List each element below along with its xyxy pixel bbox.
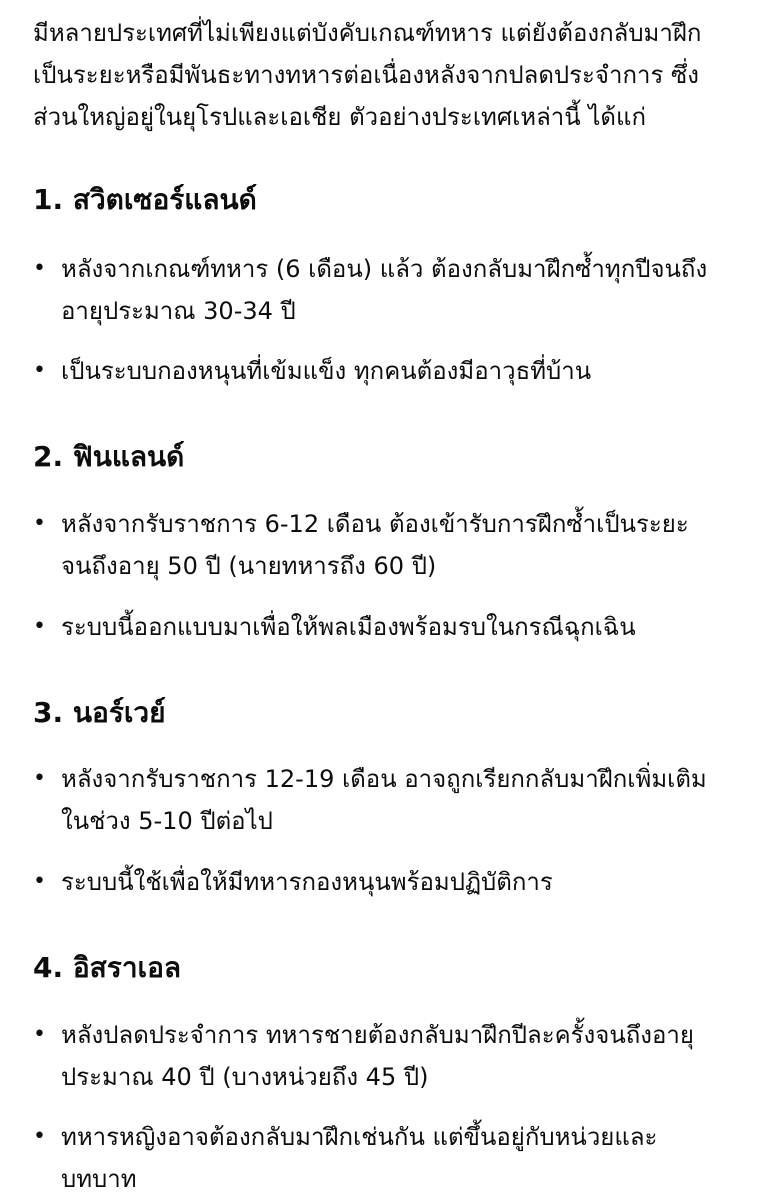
list-item-text	[61, 1014, 753, 1098]
intro-paragraph	[33, 12, 753, 138]
list-item-line: จนถึงอายุ 50 ปี (นายทหารถึง 60 ปี)	[61, 552, 437, 580]
bullet-icon: •	[33, 766, 46, 791]
list-item-text	[61, 1116, 753, 1200]
list-item	[33, 861, 753, 903]
intro-line: มีหลายประเทศที่ไม่เพียงแต่บังคับเกณฑ์ทหาร แต่ยังต้องกลับมาฝึก	[33, 19, 702, 47]
bullet-icon: •	[33, 511, 46, 536]
list-item-line: อายุประมาณ 30-34 ปี	[61, 297, 296, 325]
list-item-line: เป็นระบบกองหนุนที่เข้มแข็ง ทุกคนต้องมีอาวุธที่บ้าน	[61, 357, 592, 385]
section-heading-norway: 3. นอร์เวย์	[33, 696, 166, 729]
list-item	[33, 248, 753, 332]
list-item-line: ระบบนี้ออกแบบมาเพื่อให้พลเมืองพร้อมรบในกรณีฉุกเฉิน	[61, 613, 636, 641]
list-item-line: หลังจากรับราชการ 12-19 เดือน อาจถูกเรียกกลับมาฝึกเพิ่มเติม	[61, 765, 707, 793]
list-item-line: ในช่วง 5-10 ปีต่อไป	[61, 807, 273, 835]
list-item-line: หลังปลดประจำการ ทหารชายต้องกลับมาฝึกปีละครั้งจนถึงอายุ	[61, 1021, 694, 1049]
list-item-text	[61, 350, 753, 392]
section-heading-israel: 4. อิสราเอล	[33, 951, 182, 984]
list-item	[33, 758, 753, 842]
section-heading-switzerland: 1. สวิตเซอร์แลนด์	[33, 183, 257, 216]
list-item-line: ระบบนี้ใช้เพื่อให้มีทหารกองหนุนพร้อมปฏิบัติการ	[61, 868, 553, 896]
list-item	[33, 503, 753, 587]
intro-line: ส่วนใหญ่อยู่ในยุโรปและเอเชีย ตัวอย่างประเทศเหล่านี้ ได้แก่	[33, 103, 646, 131]
list-item-text	[61, 503, 753, 587]
bullet-icon: •	[33, 614, 46, 639]
bullet-icon: •	[33, 1022, 46, 1047]
list-item	[33, 350, 753, 392]
list-item-line: หลังจากเกณฑ์ทหาร (6 เดือน) แล้ว ต้องกลับมาฝึกซ้ำทุกปีจนถึง	[61, 255, 708, 283]
list-item-text	[61, 758, 753, 842]
bullet-icon: •	[33, 1124, 46, 1149]
bullet-icon: •	[33, 256, 46, 281]
list-item-line: ทหารหญิงอาจต้องกลับมาฝึกเช่นกัน แต่ขึ้นอยู่กับหน่วยและ	[61, 1123, 658, 1151]
intro-line: เป็นระยะหรือมีพันธะทางทหารต่อเนื่องหลังจากปลดประจำการ ซึ่ง	[33, 61, 699, 89]
list-item	[33, 606, 753, 648]
list-item-line: ประมาณ 40 ปี (บางหน่วยถึง 45 ปี)	[61, 1063, 429, 1091]
list-item-text	[61, 606, 753, 648]
bullet-icon: •	[33, 358, 46, 383]
bullet-icon: •	[33, 869, 46, 894]
list-item-text	[61, 861, 753, 903]
list-item	[33, 1116, 753, 1200]
list-item-text	[61, 248, 753, 332]
section-heading-finland: 2. ฟินแลนด์	[33, 440, 185, 473]
list-item-line: หลังจากรับราชการ 6-12 เดือน ต้องเข้ารับการฝึกซ้ำเป็นระยะ	[61, 510, 689, 538]
list-item-line: บทบาท	[61, 1165, 137, 1193]
list-item	[33, 1014, 753, 1098]
